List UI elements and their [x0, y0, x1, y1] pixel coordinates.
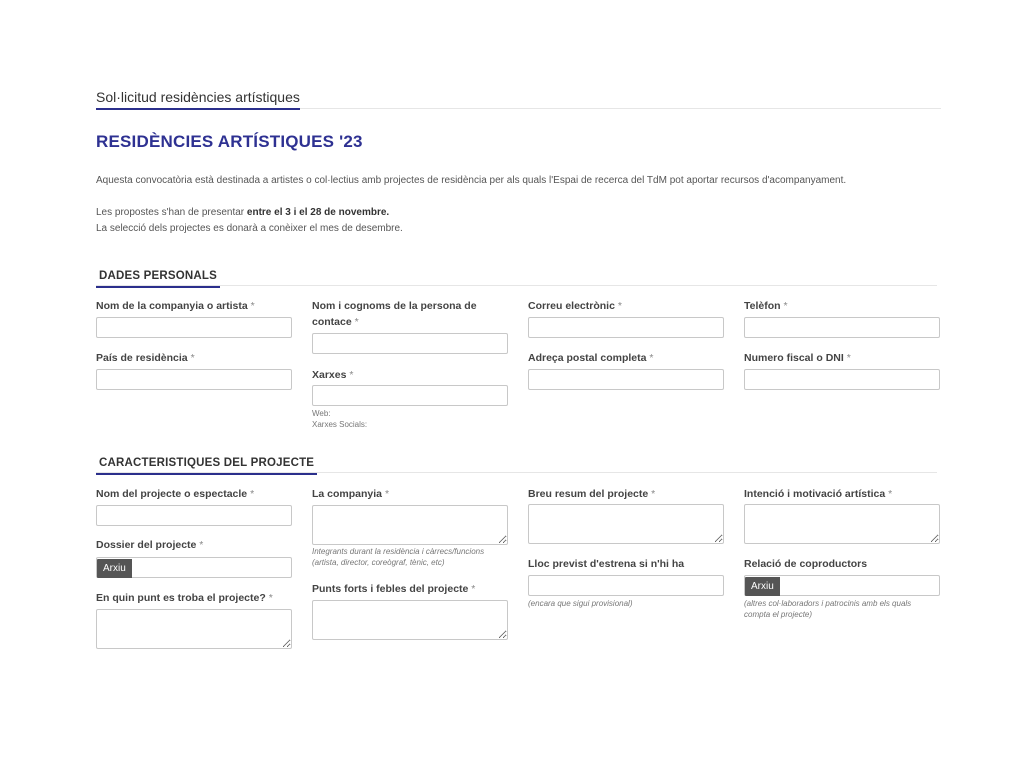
required-mark: * — [384, 488, 390, 500]
dates-line — [96, 205, 403, 221]
dossier-file-button[interactable]: Arxiu — [97, 559, 132, 578]
required-mark: * — [649, 352, 654, 364]
phone-label — [744, 298, 788, 314]
address-label — [528, 350, 653, 366]
required-mark: * — [888, 488, 893, 500]
premiere-input[interactable] — [528, 575, 724, 596]
summary-label — [528, 486, 655, 502]
dossier-file-input[interactable] — [96, 557, 292, 578]
coproducers-label — [744, 556, 867, 572]
contact-input[interactable] — [312, 333, 508, 354]
required-mark: * — [783, 300, 788, 312]
project-company-textarea[interactable] — [312, 505, 508, 545]
company-label-text: Nom de la companyia o artista — [96, 300, 248, 312]
tax-label — [744, 350, 851, 366]
project-name-label-text: Nom del projecte o espectacle — [96, 488, 248, 500]
section-personal-title: DADES PERSONALS — [96, 269, 220, 288]
intention-label — [744, 486, 892, 502]
tab-label: Sol·licitud residències artístiques — [96, 89, 300, 110]
networks-label-text: Xarxes — [312, 369, 347, 381]
networks-help — [312, 408, 367, 430]
country-label — [96, 350, 195, 366]
email-input[interactable] — [528, 317, 724, 338]
required-mark: * — [651, 488, 656, 500]
strengths-label — [312, 581, 475, 597]
premiere-label — [528, 556, 684, 572]
selection-line: La selecció dels projectes es donarà a conèixer el mes de desembre. — [96, 223, 403, 234]
contact-label — [312, 298, 502, 330]
section-personal-heading — [96, 266, 937, 286]
coproducers-file-button[interactable]: Arxiu — [745, 577, 780, 596]
required-mark: * — [199, 539, 204, 551]
section-project-heading — [96, 453, 937, 473]
required-mark: * — [268, 592, 273, 604]
project-name-label — [96, 486, 254, 502]
project-company-label — [312, 486, 389, 502]
intention-label-text: Intenció i motivació artística — [744, 488, 886, 500]
networks-input[interactable] — [312, 385, 508, 406]
networks-help-social: Xarxes Socials: — [312, 420, 368, 429]
coproducers-file-input[interactable] — [744, 575, 940, 596]
coproducers-help: (altres col·laboradors i patrocinis amb els quals compta el projecte) — [744, 599, 912, 619]
required-mark: * — [250, 488, 255, 500]
country-label-text: País de residència — [96, 352, 188, 364]
required-mark: * — [471, 583, 476, 595]
dates-prefix: Les propostes s'han de presentar — [96, 207, 247, 218]
page-title: RESIDÈNCIES ARTÍSTIQUES '23 — [96, 132, 363, 151]
stage-label-text: En quin punt es troba el projecte? — [96, 592, 266, 604]
tax-input[interactable] — [744, 369, 940, 390]
premiere-label-text: Lloc previst d'estrena si n'hi ha — [528, 558, 685, 570]
section-project-title: CARACTERISTIQUES DEL PROJECTE — [96, 456, 317, 475]
dossier-label-text: Dossier del projecte — [96, 539, 197, 551]
company-label — [96, 298, 255, 314]
required-mark: * — [349, 369, 354, 381]
email-label-text: Correu electrònic — [528, 300, 615, 312]
dossier-label — [96, 537, 203, 553]
required-mark: * — [250, 300, 255, 312]
required-mark: * — [354, 316, 359, 328]
summary-textarea[interactable] — [528, 504, 724, 544]
networks-label — [312, 367, 353, 383]
intro-text: Aquesta convocatòria està destinada a artistes o col·lectius amb projectes de residència per als quals l'Espai de recerca del TdM pot aportar recursos d'acompanyament. — [96, 175, 847, 186]
country-input[interactable] — [96, 369, 292, 390]
strengths-textarea[interactable] — [312, 600, 508, 640]
stage-textarea[interactable] — [96, 609, 292, 649]
page-tab — [96, 89, 941, 109]
coproducers-label-text: Relació de coproductors — [744, 558, 868, 570]
project-company-label-text: La companyia — [312, 488, 383, 500]
premiere-help: (encara que sigui provisional) — [528, 599, 633, 608]
strengths-label-text: Punts forts i febles del projecte — [312, 583, 469, 595]
project-company-help: Integrants durant la residència i càrrecs/funcions (artista, director, coreògraf, tènic, etc) — [312, 547, 485, 567]
summary-label-text: Breu resum del projecte — [528, 488, 649, 500]
dates-block — [96, 205, 403, 237]
tax-label-text: Numero fiscal o DNI — [744, 352, 844, 364]
required-mark: * — [617, 300, 622, 312]
stage-label — [96, 590, 273, 606]
address-input[interactable] — [528, 369, 724, 390]
address-label-text: Adreça postal completa — [528, 352, 647, 364]
company-input[interactable] — [96, 317, 292, 338]
dates-bold: entre el 3 i el 28 de novembre. — [246, 207, 390, 218]
phone-input[interactable] — [744, 317, 940, 338]
intention-textarea[interactable] — [744, 504, 940, 544]
project-name-input[interactable] — [96, 505, 292, 526]
phone-label-text: Telèfon — [744, 300, 781, 312]
networks-help-web: Web: — [312, 409, 331, 418]
required-mark: * — [190, 352, 195, 364]
email-label — [528, 298, 622, 314]
required-mark: * — [846, 352, 851, 364]
contact-label-text: Nom i cognoms de la persona de contace — [312, 300, 477, 328]
